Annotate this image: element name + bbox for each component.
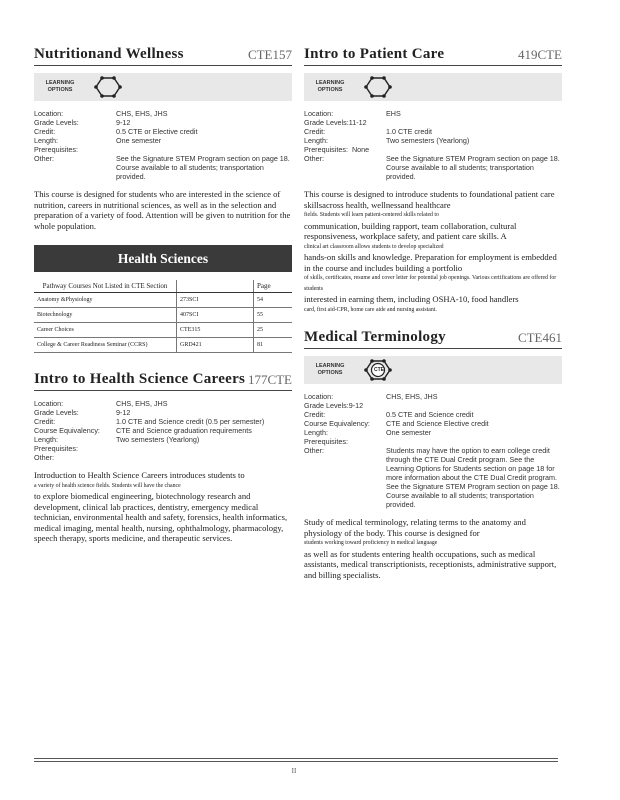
detail-label: Other: (304, 446, 324, 455)
course-code: 177CTE (247, 372, 292, 387)
table-header-row (34, 280, 292, 293)
table-cell: Career Choices (34, 323, 177, 338)
description-text: to explore biomedical engineering, biotechnology research and development, clinical lab practices, dentistry, emergency medical technician, environmental health and safety, forensics, health informatics, medical imaging, mental health, nursing, ophthalmology, pharmacology, speech therapy, sports medicine, and therapeutic services. (34, 491, 288, 543)
table-cell: CTE315 (177, 323, 254, 338)
course-description (304, 517, 562, 580)
detail-label: Length: (304, 428, 328, 437)
detail-value: 9-12 (116, 408, 131, 417)
detail-value (116, 453, 292, 462)
course-title: Nutritionand Wellness (34, 46, 184, 62)
table-cell: GRD421 (177, 338, 254, 353)
table-cell: 81 (254, 338, 293, 353)
detail-row (34, 417, 292, 426)
learning-options-label: LEARNING OPTIONS (315, 363, 345, 376)
learning-options-box (34, 73, 292, 101)
detail-label: Grade Levels: (304, 401, 349, 410)
course-header (34, 371, 292, 391)
detail-label: Credit: (34, 417, 56, 426)
detail-label: Prerequisites: (304, 145, 348, 154)
detail-label: Location: (34, 399, 64, 408)
detail-label: Location: (304, 109, 334, 118)
detail-label: Course Equivalency: (34, 426, 100, 435)
course-code: CTE461 (517, 330, 562, 345)
detail-value: See the Signature STEM Program section on page 18. Course available to all students; transportation provided. (116, 154, 290, 181)
detail-value: Two semesters (Yearlong) (386, 136, 470, 145)
detail-row (304, 437, 562, 446)
course-title: Medical Terminology (304, 329, 446, 345)
table-row (34, 338, 292, 353)
detail-label: Course Equivalency: (304, 419, 370, 428)
detail-value: 9-12 (348, 401, 364, 410)
description-small-text: card, first aid-CPR, home care aide and nursing assistant. (304, 306, 437, 313)
detail-value: Two semesters (Yearlong) (116, 435, 200, 444)
description-small-text: students working toward proficiency in medical language (304, 540, 438, 546)
detail-row (304, 482, 562, 509)
detail-value: CTE and Science Elective credit (386, 419, 489, 428)
course-description (34, 470, 292, 544)
detail-row (34, 444, 292, 453)
course-description: This course is designed for students who are interested in the science of nutrition, careers in nutritional sciences, as well as in the selection and preparation of a variety of food. Attention will be given to nutrition for the whole population. (34, 189, 291, 231)
description-text: interested in earning them, including OSHA-10, food handlers (304, 294, 519, 304)
description-text: This course is designed to introduce students to foundational patient care skillsacross health, wellnessand healthcare (304, 189, 555, 210)
table-cell: 25 (254, 323, 293, 338)
right-column (304, 36, 562, 580)
detail-row (304, 446, 562, 482)
table-row (34, 308, 292, 323)
detail-row (304, 419, 562, 428)
detail-row (34, 118, 292, 127)
detail-row (304, 410, 562, 419)
description-small-text: fields. Students will learn patient-centered skills related to (304, 212, 439, 218)
table-header (177, 280, 254, 293)
detail-label: Location: (34, 109, 64, 118)
detail-value: See the Signature STEM Program section on page 18. Course available to all students; transportation provided. (386, 482, 560, 509)
detail-value: CTE and Science graduation requirements (116, 426, 252, 435)
detail-row (34, 154, 292, 181)
detail-value (116, 444, 292, 453)
detail-row (34, 435, 292, 444)
detail-value (386, 437, 562, 446)
detail-label: Location: (304, 392, 334, 401)
detail-label: Credit: (34, 127, 56, 136)
detail-value: None (351, 145, 370, 154)
detail-label: Credit: (304, 127, 326, 136)
detail-label: Grade Levels: (34, 118, 79, 127)
detail-value: 1.0 CTE and Science credit (0.5 per semester) (116, 417, 265, 426)
detail-value: 11-12 (348, 118, 367, 127)
detail-label: Length: (34, 435, 58, 444)
detail-label: Length: (34, 136, 58, 145)
detail-label: Prerequisites: (34, 444, 78, 453)
description-small-text: a variety of health science fields. Students will have the chance (34, 482, 181, 489)
detail-row (304, 401, 562, 410)
detail-row (34, 136, 292, 145)
course-header (34, 46, 292, 66)
detail-row (304, 127, 562, 136)
learning-options-box (304, 73, 562, 101)
course-code: 419CTE (517, 47, 562, 62)
detail-value: See the Signature STEM Program section on page 18. Course available to all students; transportation provided. (386, 154, 560, 181)
detail-label: Prerequisites: (304, 437, 348, 446)
description-text: Introduction to Health Science Careers introduces students to (34, 470, 245, 480)
detail-label: Other: (34, 453, 54, 462)
detail-row (304, 392, 562, 401)
detail-row (304, 154, 562, 181)
table-header: Pathway Courses Not Listed in CTE Section (34, 280, 177, 293)
learning-options-box (304, 356, 562, 384)
description-small-text: clinical art classroom allows students to develop specialized (304, 243, 444, 250)
section-banner: Health Sciences (34, 245, 292, 272)
detail-label: Other: (34, 154, 54, 163)
detail-value: Students may have the option to earn college credit through the CTE Dual Credit program. See the Learning Options for Students section on page 18 for more information about the CTE Dual Credit program. (386, 446, 557, 482)
pathway-table (34, 280, 292, 353)
table-cell: College & Career Readiness Seminar (CCRS) (34, 338, 177, 353)
detail-row (304, 118, 562, 127)
detail-row (34, 145, 292, 154)
course-code: CTE157 (247, 47, 292, 62)
course-header (304, 329, 562, 349)
detail-value: 9-12 (116, 118, 131, 127)
detail-value: One semester (116, 136, 162, 145)
description-text: communication, building rapport, team collaboration, cultural responsiveness, workplace safety, and patient care skills. A (304, 220, 517, 241)
learning-options-label: LEARNING OPTIONS (45, 80, 75, 93)
detail-label: Other: (304, 154, 324, 163)
detail-value: CHS, EHS, JHS (116, 109, 168, 118)
hexagon-network-icon (86, 75, 126, 99)
table-cell: 407SCI (177, 308, 254, 323)
table-row (34, 323, 292, 338)
table-cell: Biotechnology (34, 308, 177, 323)
detail-label: Grade Levels: (34, 408, 79, 417)
course-details (34, 399, 292, 462)
detail-row (304, 136, 562, 145)
detail-label: Credit: (304, 410, 326, 419)
detail-value: One semester (386, 428, 432, 437)
table-row (34, 293, 292, 308)
table-cell: 55 (254, 308, 293, 323)
course-details (34, 109, 292, 181)
footer-rule (34, 758, 558, 759)
course-title: Intro to Health Science Careers (34, 371, 246, 387)
left-column (34, 36, 292, 544)
detail-value: EHS (386, 109, 401, 118)
table-cell: 273SCI (177, 293, 254, 308)
cte-badge-label: CTE (374, 367, 384, 373)
detail-row (304, 109, 562, 118)
detail-label: Prerequisites: (34, 145, 78, 154)
course-details (304, 109, 562, 181)
detail-row (34, 453, 292, 462)
table-header: Page (254, 280, 293, 293)
course-details (304, 392, 562, 509)
page-number: II (291, 767, 297, 775)
detail-value: 1.0 CTE credit (386, 127, 432, 136)
detail-label (304, 482, 386, 509)
footer-rule (34, 761, 558, 762)
detail-row (34, 127, 292, 136)
course-title: Intro to Patient Care (304, 46, 445, 62)
detail-value: 0.5 CTE and Science credit (386, 410, 474, 419)
hexagon-network-icon (356, 75, 396, 99)
detail-value: 0.5 CTE or Elective credit (116, 127, 198, 136)
table-cell: Anatomy &Physiology (34, 293, 177, 308)
course-header (304, 46, 562, 66)
course-description (304, 189, 562, 315)
detail-row (304, 428, 562, 437)
detail-value: CHS, EHS, JHS (386, 392, 438, 401)
detail-row (34, 109, 292, 118)
learning-options-label: LEARNING OPTIONS (315, 80, 345, 93)
detail-row (34, 408, 292, 417)
description-small-text: of skills, certificates, resume and cover letter for potential job openings. Various certifications are offered for students (304, 275, 557, 292)
description-text: as well as for students entering health occupations, such as medical assistants, medical transcriptionists, receptionists, administrative support, and billing specialists. (304, 548, 557, 580)
detail-row (34, 399, 292, 408)
description-text: Study of medical terminology, relating terms to the anatomy and physiology of the body. This course is designed for (304, 517, 526, 538)
detail-value: CHS, EHS, JHS (116, 399, 168, 408)
detail-label: Grade Levels: (304, 118, 349, 127)
detail-row (34, 426, 292, 435)
detail-label: Length: (304, 136, 328, 145)
detail-row (304, 145, 562, 154)
table-cell: 54 (254, 293, 293, 308)
detail-value (116, 145, 292, 154)
description-text: hands-on skills and knowledge. Preparation for employment is embedded in the course and includes building a portfolio (304, 252, 557, 273)
